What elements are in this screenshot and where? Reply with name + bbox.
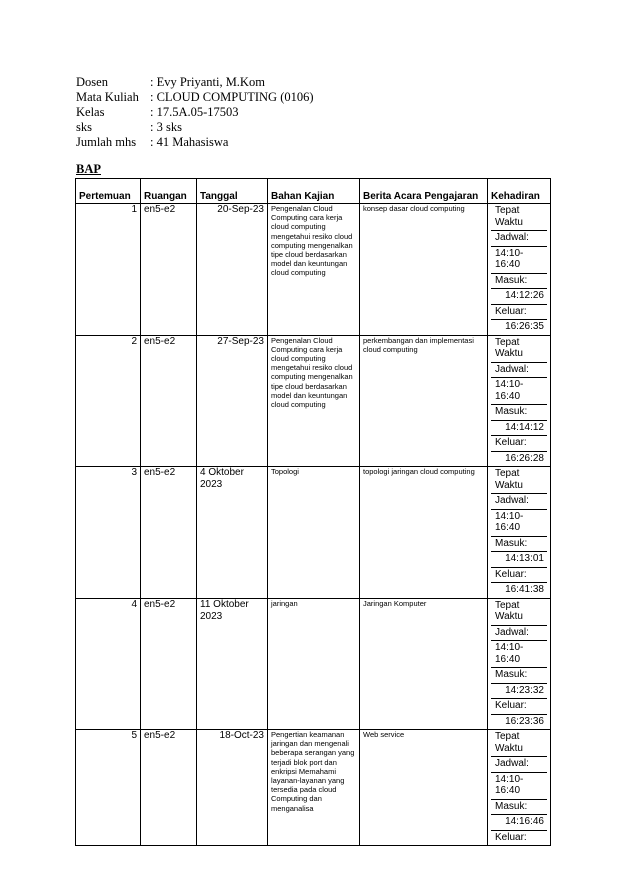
table-row [76, 204, 551, 336]
masuk-label: Masuk: [491, 405, 547, 421]
masuk-value: 14:12:26 [491, 289, 547, 305]
info-row-kelas [76, 105, 314, 120]
info-label: Mata Kuliah [76, 90, 139, 104]
info-value: : 3 sks [150, 120, 182, 134]
table-row [76, 467, 551, 599]
berita-acara-cell: konsep dasar cloud computing [360, 204, 488, 336]
info-row-sks [76, 120, 314, 135]
jadwal-label: Jadwal: [491, 626, 547, 642]
jadwal-value: 14:10-16:40 [491, 773, 547, 800]
keluar-value: 16:26:28 [505, 452, 544, 464]
info-value: : 41 Mahasiswa [150, 135, 229, 149]
bahan-kajian-cell: jaringan [268, 598, 360, 730]
status-text: Tepat Waktu [491, 204, 547, 231]
pertemuan-cell: 4 [76, 598, 141, 730]
info-label: Dosen [76, 75, 108, 89]
status-text: Tepat Waktu [491, 730, 547, 757]
pertemuan-cell: 1 [76, 204, 141, 336]
section-title: BAP [76, 162, 101, 176]
keluar-label: Keluar: [491, 699, 547, 715]
keluar-label: Keluar: [495, 831, 527, 843]
info-value: : 17.5A.05-17503 [150, 105, 239, 119]
kehadiran-cell [488, 204, 551, 336]
jadwal-value: 14:10-16:40 [491, 641, 547, 668]
header-ruangan: Ruangan [141, 179, 197, 204]
status-text: Tepat Waktu [491, 599, 547, 626]
info-row-dosen [76, 75, 314, 90]
masuk-value: 14:14:12 [491, 421, 547, 437]
bahan-kajian-cell: Pengertian keamanan jaringan dan mengenali beberapa serangan yang terjadi blok port dan enkripsi Memahami layanan-layanan yang tersedia pada cloud Computing dan menganalisa [268, 730, 360, 846]
info-label: Jumlah mhs [76, 135, 137, 149]
pertemuan-cell: 5 [76, 730, 141, 846]
jadwal-label: Jadwal: [491, 494, 547, 510]
kehadiran-cell [488, 467, 551, 599]
ruangan-cell: en5-e2 [141, 730, 197, 846]
masuk-value: 14:13:01 [491, 552, 547, 568]
bahan-kajian-cell: Pengenalan Cloud Computing cara kerja cloud computing mengetahui resiko cloud computing mengenalkan tipe cloud berdasarkan model dan keuntungan cloud computing [268, 335, 360, 467]
jadwal-value: 14:10-16:40 [491, 510, 547, 537]
bap-table [75, 178, 551, 846]
jadwal-label: Jadwal: [491, 231, 547, 247]
jadwal-label: Jadwal: [491, 757, 547, 773]
table-header-row [76, 179, 551, 204]
keluar-value: 16:23:36 [505, 715, 544, 727]
keluar-label: Keluar: [491, 436, 547, 452]
masuk-label: Masuk: [491, 800, 547, 816]
bahan-kajian-cell: Topologi [268, 467, 360, 599]
masuk-value: 14:23:32 [491, 684, 547, 700]
tanggal-cell: 11 Oktober 2023 [197, 598, 268, 730]
ruangan-cell: en5-e2 [141, 204, 197, 336]
berita-acara-cell: topologi jaringan cloud computing [360, 467, 488, 599]
info-value: : CLOUD COMPUTING (0106) [150, 90, 314, 104]
table-row [76, 598, 551, 730]
info-label: sks [76, 120, 92, 134]
jadwal-value: 14:10-16:40 [491, 378, 547, 405]
table-row [76, 730, 551, 846]
header-bahan-kajian: Bahan Kajian [268, 179, 360, 204]
masuk-label: Masuk: [491, 537, 547, 553]
tanggal-cell: 20-Sep-23 [197, 204, 268, 336]
jadwal-value: 14:10-16:40 [491, 247, 547, 274]
keluar-value: 16:41:38 [505, 584, 544, 595]
header-tanggal: Tanggal [197, 179, 268, 204]
tanggal-cell: 27-Sep-23 [197, 335, 268, 467]
jadwal-label: Jadwal: [491, 363, 547, 379]
header-pertemuan: Pertemuan [76, 179, 141, 204]
ruangan-cell: en5-e2 [141, 335, 197, 467]
course-info [76, 75, 314, 150]
kehadiran-cell [488, 335, 551, 467]
info-value: : Evy Priyanti, M.Kom [150, 75, 265, 89]
info-label: Kelas [76, 105, 105, 119]
berita-acara-cell: Web service [360, 730, 488, 846]
masuk-label: Masuk: [491, 274, 547, 290]
tanggal-cell: 18-Oct-23 [197, 730, 268, 846]
kehadiran-cell [488, 730, 551, 846]
ruangan-cell: en5-e2 [141, 467, 197, 599]
berita-acara-cell: perkembangan dan implementasi cloud computing [360, 335, 488, 467]
table-row [76, 335, 551, 467]
status-text: Tepat Waktu [491, 336, 547, 363]
pertemuan-cell: 3 [76, 467, 141, 599]
masuk-label: Masuk: [491, 668, 547, 684]
berita-acara-cell: Jaringan Komputer [360, 598, 488, 730]
info-row-jumlah-mhs [76, 135, 314, 150]
kehadiran-cell [488, 598, 551, 730]
keluar-label: Keluar: [491, 305, 547, 321]
info-row-mata-kuliah [76, 90, 314, 105]
masuk-value: 14:16:46 [491, 815, 547, 831]
header-kehadiran: Kehadiran [488, 179, 551, 204]
ruangan-cell: en5-e2 [141, 598, 197, 730]
bahan-kajian-cell: Pengenalan Cloud Computing cara kerja cloud computing mengetahui resiko cloud computing mengenalkan tipe cloud berdasarkan model dan keuntungan cloud computing [268, 204, 360, 336]
header-berita-acara: Berita Acara Pengajaran [360, 179, 488, 204]
tanggal-cell: 4 Oktober 2023 [197, 467, 268, 599]
keluar-label: Keluar: [491, 568, 547, 584]
status-text: Tepat Waktu [491, 467, 547, 494]
pertemuan-cell: 2 [76, 335, 141, 467]
keluar-value: 16:26:35 [505, 321, 544, 332]
